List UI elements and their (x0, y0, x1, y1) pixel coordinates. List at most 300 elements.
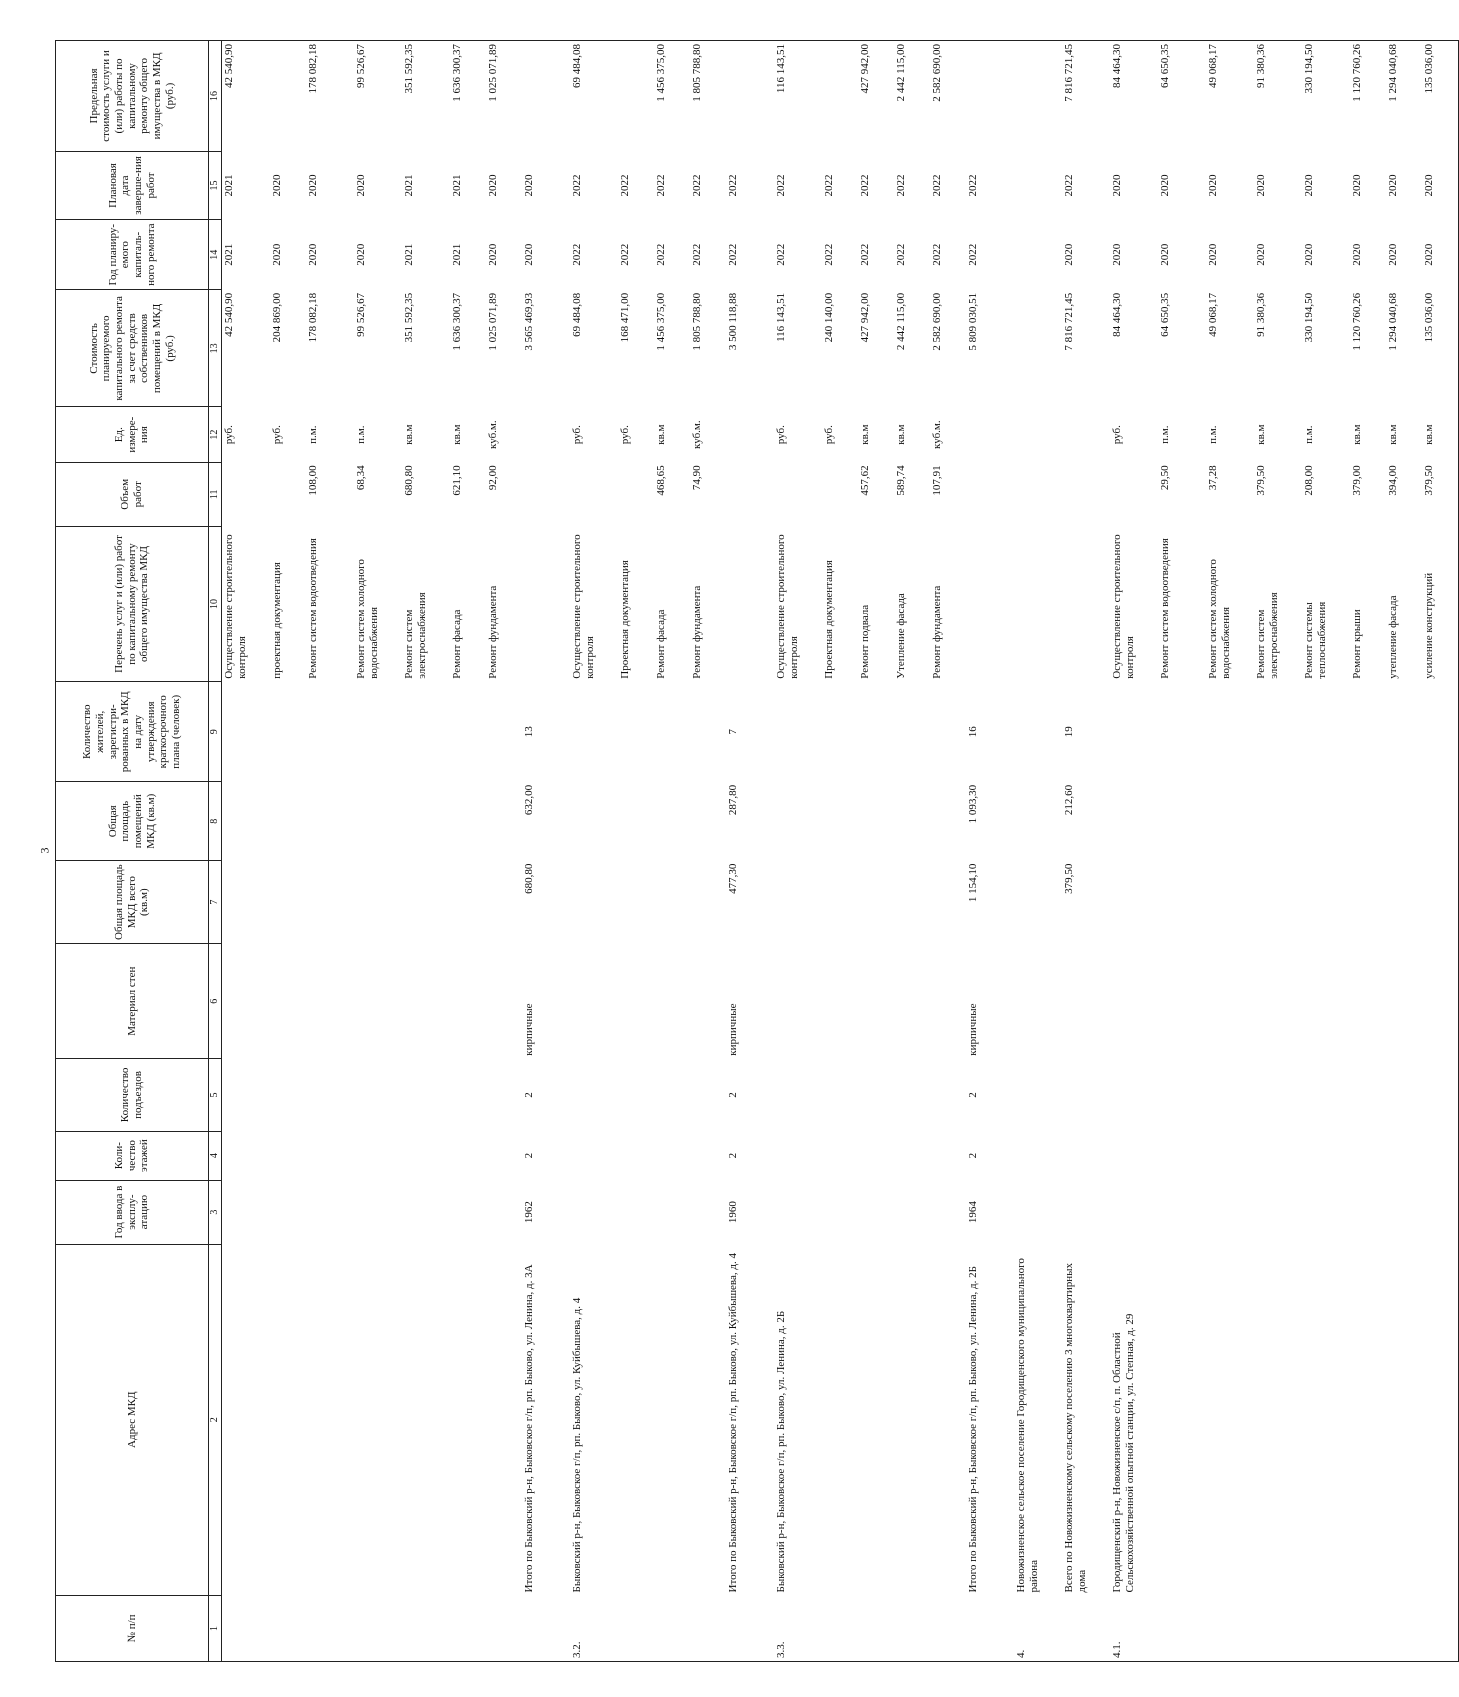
row-number-cell (1350, 1595, 1386, 1661)
header-cell: Адрес МКД (56, 1244, 209, 1595)
floors-cell (1014, 1131, 1062, 1180)
work-volume-cell: 208,00 (1303, 465, 1315, 496)
repair-year-cell: 2020 (1111, 243, 1123, 266)
table-row (930, 41, 966, 1662)
row-number-cell: 3.2. (570, 1595, 618, 1661)
repair-year-cell: 2020 (1422, 220, 1459, 290)
table-body (222, 41, 1459, 1662)
commission-year-cell (1386, 1180, 1422, 1244)
work-volume-cell: 68,34 (355, 465, 367, 491)
rotated-table-page (55, 40, 1435, 1662)
header-cell: Год ввода в эксплу-атацию (56, 1180, 209, 1244)
total-area-cell (894, 861, 930, 944)
total-area-cell: 379,50 (1063, 863, 1075, 894)
wall-material-cell (1386, 944, 1422, 1059)
commission-year-cell: 1960 (727, 1201, 739, 1224)
work-volume-cell: 468,65 (655, 465, 667, 496)
completion-date-cell: 2020 (1159, 174, 1171, 197)
work-volume-cell: 92,00 (487, 465, 499, 491)
header-cell: Перечень услуг и (или) работ по капитальному ремонту общего имущества МКД (56, 526, 209, 681)
repair-year-cell: 2022 (967, 243, 979, 266)
capital-repair-plan-table (55, 40, 1459, 1662)
table-row (1110, 41, 1158, 1662)
residents-cell (858, 682, 894, 782)
row-number-cell (1254, 1595, 1302, 1661)
max-cost-cell: 427 942,00 (858, 41, 894, 152)
address-cell (450, 1244, 486, 1595)
max-cost-cell (966, 41, 1014, 152)
work-type-cell: Осуществление строительного контроля (223, 534, 248, 679)
table-row (1158, 41, 1206, 1662)
completion-date-cell: 2022 (775, 174, 787, 197)
floors-cell (930, 1131, 966, 1180)
unit-cell (966, 407, 1014, 462)
max-cost-cell: 84 464,30 (1110, 41, 1158, 152)
entrances-cell (1422, 1059, 1459, 1131)
unit-cell: кв.м (403, 424, 415, 445)
planned-cost-cell: 42 540,90 (223, 292, 235, 337)
commission-year-cell (306, 1180, 354, 1244)
column-number: 7 (209, 861, 222, 944)
completion-date-cell: 2020 (1303, 174, 1315, 197)
address-cell (486, 1244, 522, 1595)
address-cell (930, 1244, 966, 1595)
planned-cost-cell: 116 143,51 (775, 292, 787, 342)
planned-cost-cell: 91 380,36 (1255, 292, 1267, 337)
residents-cell (1302, 682, 1350, 782)
row-number-cell (1206, 1595, 1254, 1661)
address-cell (402, 1244, 450, 1595)
entrances-cell (270, 1059, 306, 1131)
wall-material-cell (1110, 944, 1158, 1059)
column-number-row (209, 41, 222, 1662)
unit-cell: руб. (775, 425, 787, 445)
total-area-cell (1110, 861, 1158, 944)
planned-cost-cell: 1 805 788,80 (691, 292, 703, 351)
residents-cell (270, 682, 306, 782)
completion-date-cell: 2021 (223, 174, 235, 197)
premises-area-cell (774, 782, 822, 861)
max-cost-cell: 2 442 115,00 (894, 41, 930, 152)
repair-year-cell: 2020 (1159, 243, 1171, 266)
address-cell: Быковский р-н, Быковское г/п, рп. Быково, ул. Куйбышева, д. 4 (571, 1297, 583, 1593)
premises-area-cell (450, 782, 486, 861)
address-cell (306, 1244, 354, 1595)
repair-year-cell: 2020 (1387, 243, 1399, 266)
commission-year-cell (930, 1180, 966, 1244)
page-number: 3 (37, 847, 52, 854)
max-cost-cell: 91 380,36 (1254, 41, 1302, 152)
commission-year-cell (1110, 1180, 1158, 1244)
planned-cost-cell (1014, 290, 1062, 407)
floors-cell (1302, 1131, 1350, 1180)
planned-cost-cell: 168 471,00 (619, 292, 631, 343)
work-type-cell: усиление конструкций (1422, 526, 1459, 681)
entrances-cell: 2 (967, 1092, 979, 1098)
residents-cell (822, 682, 858, 782)
max-cost-cell: 1 025 071,89 (486, 41, 522, 152)
work-volume-cell: 379,50 (1422, 462, 1459, 526)
work-type-cell: Проектная документация (823, 560, 835, 679)
header-cell: Общая площадь помещений МКД (кв.м) (56, 782, 209, 861)
address-cell (1350, 1244, 1386, 1595)
wall-material-cell (1062, 944, 1110, 1059)
completion-date-cell: 2022 (727, 174, 739, 197)
floors-cell (354, 1131, 402, 1180)
address-cell (354, 1244, 402, 1595)
address-cell (1158, 1244, 1206, 1595)
table-row (726, 41, 774, 1662)
unit-cell: куб.м. (487, 420, 499, 449)
planned-cost-cell: 5 809 030,51 (967, 292, 979, 351)
commission-year-cell (894, 1180, 930, 1244)
completion-date-cell: 2020 (1207, 174, 1219, 197)
total-area-cell (654, 861, 690, 944)
floors-cell (1386, 1131, 1422, 1180)
floors-cell: 2 (727, 1152, 739, 1159)
column-number: 5 (209, 1059, 222, 1131)
unit-cell: п.м. (307, 425, 319, 444)
premises-area-cell (1014, 782, 1062, 861)
header-cell: Год планиру-емого капиталь-ного ремонта (56, 220, 209, 290)
work-volume-cell: 37,28 (1207, 465, 1219, 491)
commission-year-cell (1350, 1180, 1386, 1244)
premises-area-cell: 212,60 (1063, 784, 1075, 816)
premises-area-cell: 1 093,30 (967, 784, 979, 824)
work-volume-cell (1110, 462, 1158, 526)
repair-year-cell: 2020 (1063, 243, 1075, 266)
column-number: 4 (209, 1131, 222, 1180)
row-number-cell (1158, 1595, 1206, 1661)
wall-material-cell (690, 944, 726, 1059)
floors-cell (654, 1131, 690, 1180)
address-cell (654, 1244, 690, 1595)
row-number-cell (822, 1595, 858, 1661)
column-number: 1 (209, 1595, 222, 1661)
column-number: 11 (209, 462, 222, 526)
total-area-cell (402, 861, 450, 944)
address-cell: Новожизненское сельское поселение Городищенского муниципального района (1015, 1258, 1040, 1593)
planned-cost-cell: 1 120 760,26 (1351, 292, 1363, 351)
residents-cell: 19 (1063, 726, 1075, 738)
total-area-cell: 1 154,10 (967, 863, 979, 903)
commission-year-cell (618, 1180, 654, 1244)
residents-cell (402, 682, 450, 782)
address-cell: Итого по Быковский р-н, Быковское г/п, рп. Быково, ул. Ленина, д. 2Б (967, 1266, 979, 1593)
completion-date-cell: 2022 (823, 174, 835, 197)
unit-cell: руб. (619, 425, 631, 445)
planned-cost-cell: 99 526,67 (355, 292, 367, 337)
entrances-cell (306, 1059, 354, 1131)
entrances-cell (354, 1059, 402, 1131)
premises-area-cell (1350, 782, 1386, 861)
wall-material-cell (1014, 944, 1062, 1059)
work-volume-cell (618, 462, 654, 526)
work-type-cell: Осуществление строительного контроля (1111, 534, 1136, 679)
work-volume-cell (966, 462, 1014, 526)
premises-area-cell (306, 782, 354, 861)
floors-cell (1158, 1131, 1206, 1180)
wall-material-cell (354, 944, 402, 1059)
wall-material-cell (222, 944, 271, 1059)
unit-cell: куб.м. (691, 420, 703, 449)
unit-cell (726, 407, 774, 462)
total-area-cell (270, 861, 306, 944)
table-row (1302, 41, 1350, 1662)
row-number-cell (654, 1595, 690, 1661)
wall-material-cell (1422, 944, 1459, 1059)
unit-cell: кв.м (655, 424, 667, 445)
row-number-cell (402, 1595, 450, 1661)
address-cell (222, 1244, 271, 1595)
address-cell (618, 1244, 654, 1595)
premises-area-cell (894, 782, 930, 861)
work-type-cell: Ремонт фундамента (691, 585, 703, 679)
column-number: 6 (209, 944, 222, 1059)
wall-material-cell (930, 944, 966, 1059)
work-type-cell: Ремонт фундамента (487, 585, 499, 679)
unit-cell: кв.м (451, 424, 463, 445)
premises-area-cell (930, 782, 966, 861)
max-cost-cell: 49 068,17 (1206, 41, 1254, 152)
header-cell: № п/п (56, 1595, 209, 1661)
address-cell: Быковский р-н, Быковское г/п, рп. Быково, ул. Ленина, д. 2Б (775, 1310, 787, 1593)
wall-material-cell (1158, 944, 1206, 1059)
row-number-cell (522, 1595, 570, 1661)
max-cost-cell: 178 082,18 (306, 41, 354, 152)
max-cost-cell: 1 636 300,37 (450, 41, 486, 152)
unit-cell: п.м. (355, 425, 367, 444)
repair-year-cell: 2022 (775, 243, 787, 266)
max-cost-cell: 330 194,50 (1302, 41, 1350, 152)
address-cell (270, 1244, 306, 1595)
commission-year-cell (1206, 1180, 1254, 1244)
table-row (270, 41, 306, 1662)
repair-year-cell: 2020 (271, 243, 283, 266)
planned-cost-cell: 427 942,00 (859, 292, 871, 343)
total-area-cell (1158, 861, 1206, 944)
row-number-cell (1386, 1595, 1422, 1661)
floors-cell (1422, 1131, 1459, 1180)
commission-year-cell (858, 1180, 894, 1244)
floors-cell (306, 1131, 354, 1180)
completion-date-cell: 2020 (355, 174, 367, 197)
max-cost-cell: 2 582 690,00 (930, 41, 966, 152)
work-type-cell: утепление фасада (1387, 595, 1399, 679)
residents-cell (1014, 682, 1062, 782)
wall-material-cell (894, 944, 930, 1059)
residents-cell (690, 682, 726, 782)
wall-material-cell (270, 944, 306, 1059)
unit-cell: кв.м (895, 424, 907, 445)
row-number-cell (306, 1595, 354, 1661)
planned-cost-cell: 2 582 690,00 (931, 292, 943, 351)
planned-cost-cell: 7 816 721,45 (1063, 292, 1075, 351)
planned-cost-cell: 135 036,00 (1422, 290, 1459, 407)
total-area-cell (1014, 861, 1062, 944)
floors-cell (486, 1131, 522, 1180)
repair-year-cell: 2021 (223, 243, 235, 266)
premises-area-cell (570, 782, 618, 861)
max-cost-cell: 351 592,35 (402, 41, 450, 152)
work-volume-cell (1014, 462, 1062, 526)
max-cost-cell: 69 484,08 (570, 41, 618, 152)
max-cost-cell (522, 41, 570, 152)
max-cost-cell: 1 120 760,26 (1350, 41, 1386, 152)
unit-cell: кв.м (1422, 407, 1459, 462)
planned-cost-cell: 49 068,17 (1207, 292, 1219, 337)
max-cost-cell: 1 805 788,80 (690, 41, 726, 152)
address-cell (822, 1244, 858, 1595)
floors-cell (774, 1131, 822, 1180)
premises-area-cell (1110, 782, 1158, 861)
row-number-cell (858, 1595, 894, 1661)
repair-year-cell: 2020 (355, 243, 367, 266)
entrances-cell (570, 1059, 618, 1131)
residents-cell (1158, 682, 1206, 782)
work-type-cell: Осуществление строительного контроля (775, 534, 800, 679)
work-volume-cell (270, 462, 306, 526)
work-type-cell: Ремонт систем холодного водоснабжения (1207, 559, 1232, 679)
residents-cell (1422, 682, 1459, 782)
residents-cell (618, 682, 654, 782)
work-volume-cell (1062, 462, 1110, 526)
completion-date-cell: 2020 (1387, 174, 1399, 197)
completion-date-cell: 2022 (931, 174, 943, 197)
repair-year-cell: 2022 (895, 243, 907, 266)
commission-year-cell (1422, 1180, 1459, 1244)
completion-date-cell: 2022 (895, 174, 907, 197)
entrances-cell (690, 1059, 726, 1131)
entrances-cell (1302, 1059, 1350, 1131)
max-cost-cell (726, 41, 774, 152)
entrances-cell (1110, 1059, 1158, 1131)
premises-area-cell (1422, 782, 1459, 861)
work-type-cell: Ремонт системы теплоснабжения (1303, 601, 1328, 679)
repair-year-cell: 2022 (691, 243, 703, 266)
entrances-cell (654, 1059, 690, 1131)
wall-material-cell (858, 944, 894, 1059)
unit-cell: п.м. (1207, 425, 1219, 444)
work-volume-cell: 621,10 (451, 465, 463, 496)
commission-year-cell (570, 1180, 618, 1244)
work-volume-cell: 589,74 (895, 465, 907, 496)
work-type-cell: Ремонт фасада (451, 609, 463, 679)
floors-cell (894, 1131, 930, 1180)
entrances-cell (1206, 1059, 1254, 1131)
unit-cell: п.м. (1159, 425, 1171, 444)
table-row (654, 41, 690, 1662)
table-row (522, 41, 570, 1662)
entrances-cell (1062, 1059, 1110, 1131)
floors-cell (402, 1131, 450, 1180)
work-type-cell: Ремонт крыши (1351, 609, 1363, 679)
wall-material-cell (1302, 944, 1350, 1059)
row-number-cell (270, 1595, 306, 1661)
work-type-cell: Ремонт фасада (655, 609, 667, 679)
residents-cell (1110, 682, 1158, 782)
work-type-cell (1014, 526, 1062, 681)
completion-date-cell: 2021 (403, 174, 415, 197)
total-area-cell (570, 861, 618, 944)
total-area-cell: 680,80 (523, 863, 535, 894)
entrances-cell (1386, 1059, 1422, 1131)
max-cost-cell (270, 41, 306, 152)
planned-cost-cell: 240 140,00 (823, 292, 835, 343)
commission-year-cell (1014, 1180, 1062, 1244)
table-row (1386, 41, 1422, 1662)
floors-cell (618, 1131, 654, 1180)
column-number: 3 (209, 1180, 222, 1244)
completion-date-cell: 2020 (307, 174, 319, 197)
residents-cell: 16 (967, 726, 979, 738)
total-area-cell (618, 861, 654, 944)
work-type-cell: Ремонт подвала (859, 604, 871, 679)
premises-area-cell (1158, 782, 1206, 861)
entrances-cell (486, 1059, 522, 1131)
residents-cell (930, 682, 966, 782)
wall-material-cell (618, 944, 654, 1059)
entrances-cell (1158, 1059, 1206, 1131)
wall-material-cell (402, 944, 450, 1059)
table-row (570, 41, 618, 1662)
row-number-cell (690, 1595, 726, 1661)
wall-material-cell: кирпичные (967, 1003, 979, 1056)
repair-year-cell: 2020 (307, 243, 319, 266)
unit-cell: кв.м (1387, 424, 1399, 445)
repair-year-cell: 2020 (523, 243, 535, 266)
planned-cost-cell: 1 636 300,37 (451, 292, 463, 351)
unit-cell (1014, 407, 1062, 462)
table-row (1062, 41, 1110, 1662)
total-area-cell (354, 861, 402, 944)
work-volume-cell: 680,80 (403, 465, 415, 496)
header-cell: Количество жителей, зарегистри-рованных в МКД на дату утверждения краткосрочного плана (человек) (56, 682, 209, 782)
header-cell: Материал стен (56, 944, 209, 1059)
residents-cell (894, 682, 930, 782)
completion-date-cell: 2020 (487, 174, 499, 197)
row-number-cell: 4.1. (1110, 1595, 1158, 1661)
repair-year-cell: 2020 (1303, 243, 1315, 266)
premises-area-cell (402, 782, 450, 861)
address-cell: Итого по Быковский р-н, Быковское г/п, рп. Быково, ул. Ленина, д. 3А (523, 1264, 535, 1593)
header-cell: Ед. измере-ния (56, 407, 209, 462)
total-area-cell (450, 861, 486, 944)
table-row (450, 41, 486, 1662)
work-volume-cell (726, 462, 774, 526)
repair-year-cell: 2020 (1255, 243, 1267, 266)
premises-area-cell (618, 782, 654, 861)
planned-cost-cell: 64 650,35 (1159, 292, 1171, 337)
planned-cost-cell: 178 082,18 (307, 292, 319, 343)
planned-cost-cell: 84 464,30 (1111, 292, 1123, 337)
completion-date-cell: 2020 (1351, 174, 1363, 197)
residents-cell (450, 682, 486, 782)
table-row (1254, 41, 1302, 1662)
total-area-cell (1254, 861, 1302, 944)
residents-cell (1386, 682, 1422, 782)
entrances-cell: 2 (523, 1092, 535, 1098)
unit-cell (522, 407, 570, 462)
address-cell (1386, 1244, 1422, 1595)
repair-year-cell: 2022 (655, 243, 667, 266)
residents-cell (774, 682, 822, 782)
work-type-cell: Ремонт систем водоотведения (1159, 538, 1171, 679)
work-volume-cell: 108,00 (307, 465, 319, 496)
completion-date-cell: 2022 (691, 174, 703, 197)
premises-area-cell (822, 782, 858, 861)
commission-year-cell (1254, 1180, 1302, 1244)
